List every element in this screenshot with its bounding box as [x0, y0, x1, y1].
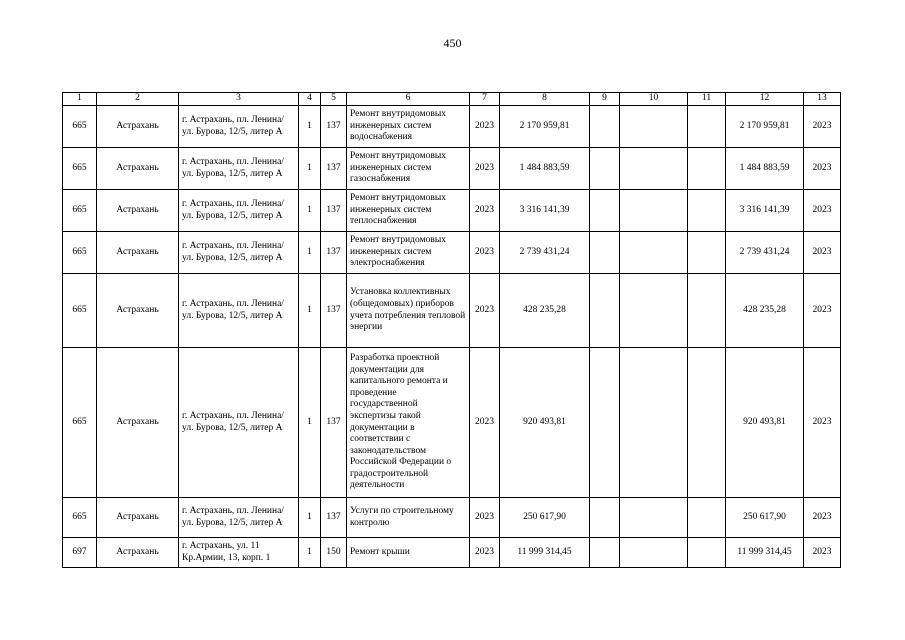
cell-year: 2023: [470, 148, 500, 190]
table-row: [63, 148, 841, 190]
cell-address: г. Астрахань, пл. Ленина/ ул. Бурова, 12/5, литер А: [179, 148, 299, 190]
cell-work-type: Ремонт внутридомовых инженерных систем теплоснабжения: [347, 190, 470, 232]
cell-col5: 137: [321, 148, 347, 190]
cell-cost: 2 170 959,81: [500, 106, 590, 148]
table-row: [63, 538, 841, 568]
cell-final-year: 2023: [804, 538, 841, 568]
cell-address: г. Астрахань, пл. Ленина/ ул. Бурова, 12/5, литер А: [179, 498, 299, 538]
cell-year: 2023: [470, 106, 500, 148]
cell-number: 665: [63, 274, 97, 348]
cell-number: 665: [63, 190, 97, 232]
cell-total-cost: 920 493,81: [726, 348, 804, 498]
cell-col5: 137: [321, 274, 347, 348]
cell-total-cost: 2 739 431,24: [726, 232, 804, 274]
cell-col4: 1: [299, 498, 321, 538]
cell-col9: [590, 190, 620, 232]
cell-col11: [688, 106, 726, 148]
cell-col9: [590, 148, 620, 190]
cell-cost: 428 235,28: [500, 274, 590, 348]
cell-col10: [620, 190, 688, 232]
cell-col10: [620, 274, 688, 348]
cell-col4: 1: [299, 232, 321, 274]
header-cell-11: 11: [688, 93, 726, 106]
cell-total-cost: 2 170 959,81: [726, 106, 804, 148]
cell-col9: [590, 498, 620, 538]
cell-col10: [620, 498, 688, 538]
cell-col10: [620, 348, 688, 498]
header-cell-8: 8: [500, 93, 590, 106]
cell-total-cost: 3 316 141,39: [726, 190, 804, 232]
cell-col10: [620, 538, 688, 568]
cell-year: 2023: [470, 498, 500, 538]
cell-city: Астрахань: [97, 538, 179, 568]
cell-col10: [620, 148, 688, 190]
cell-col9: [590, 232, 620, 274]
header-cell-5: 5: [321, 93, 347, 106]
cell-final-year: 2023: [804, 348, 841, 498]
cell-final-year: 2023: [804, 274, 841, 348]
cell-final-year: 2023: [804, 148, 841, 190]
cell-city: Астрахань: [97, 232, 179, 274]
cell-col5: 150: [321, 538, 347, 568]
cell-col11: [688, 190, 726, 232]
cell-col5: 137: [321, 232, 347, 274]
header-cell-2: 2: [97, 93, 179, 106]
cell-city: Астрахань: [97, 274, 179, 348]
table-row: [63, 106, 841, 148]
cell-cost: 11 999 314,45: [500, 538, 590, 568]
cell-col11: [688, 232, 726, 274]
cell-col10: [620, 106, 688, 148]
register-table: [62, 92, 841, 568]
cell-col10: [620, 232, 688, 274]
cell-col11: [688, 348, 726, 498]
cell-col11: [688, 538, 726, 568]
cell-city: Астрахань: [97, 348, 179, 498]
cell-col4: 1: [299, 274, 321, 348]
cell-final-year: 2023: [804, 232, 841, 274]
table-row: [63, 348, 841, 498]
cell-address: г. Астрахань, пл. Ленина/ ул. Бурова, 12/5, литер А: [179, 274, 299, 348]
cell-final-year: 2023: [804, 106, 841, 148]
header-row: [63, 93, 841, 106]
cell-cost: 920 493,81: [500, 348, 590, 498]
cell-city: Астрахань: [97, 106, 179, 148]
cell-year: 2023: [470, 274, 500, 348]
cell-city: Астрахань: [97, 148, 179, 190]
cell-col11: [688, 274, 726, 348]
header-cell-4: 4: [299, 93, 321, 106]
cell-final-year: 2023: [804, 498, 841, 538]
cell-number: 697: [63, 538, 97, 568]
cell-col5: 137: [321, 190, 347, 232]
header-cell-12: 12: [726, 93, 804, 106]
cell-address: г. Астрахань, пл. Ленина/ ул. Бурова, 12/5, литер А: [179, 232, 299, 274]
header-cell-3: 3: [179, 93, 299, 106]
header-cell-6: 6: [347, 93, 470, 106]
cell-work-type: Ремонт внутридомовых инженерных систем водоснабжения: [347, 106, 470, 148]
cell-col9: [590, 106, 620, 148]
cell-number: 665: [63, 148, 97, 190]
cell-col5: 137: [321, 498, 347, 538]
cell-city: Астрахань: [97, 190, 179, 232]
cell-total-cost: 11 999 314,45: [726, 538, 804, 568]
cell-cost: 2 739 431,24: [500, 232, 590, 274]
cell-col4: 1: [299, 538, 321, 568]
cell-number: 665: [63, 498, 97, 538]
header-cell-10: 10: [620, 93, 688, 106]
cell-col9: [590, 274, 620, 348]
cell-year: 2023: [470, 232, 500, 274]
cell-col11: [688, 148, 726, 190]
cell-col9: [590, 538, 620, 568]
cell-total-cost: 250 617,90: [726, 498, 804, 538]
table-row: [63, 190, 841, 232]
cell-col11: [688, 498, 726, 538]
table-row: [63, 498, 841, 538]
cell-col4: 1: [299, 106, 321, 148]
header-cell-7: 7: [470, 93, 500, 106]
cell-address: г. Астрахань, пл. Ленина/ ул. Бурова, 12/5, литер А: [179, 348, 299, 498]
cell-col5: 137: [321, 348, 347, 498]
cell-final-year: 2023: [804, 190, 841, 232]
cell-cost: 250 617,90: [500, 498, 590, 538]
cell-number: 665: [63, 348, 97, 498]
table-row: [63, 232, 841, 274]
cell-year: 2023: [470, 348, 500, 498]
cell-work-type: Ремонт крыши: [347, 538, 470, 568]
header-cell-13: 13: [804, 93, 841, 106]
cell-col9: [590, 348, 620, 498]
cell-year: 2023: [470, 538, 500, 568]
cell-work-type: Установка коллективных (общедомовых) приборов учета потребления тепловой энергии: [347, 274, 470, 348]
cell-col4: 1: [299, 190, 321, 232]
header-cell-1: 1: [63, 93, 97, 106]
cell-total-cost: 1 484 883,59: [726, 148, 804, 190]
header-cell-9: 9: [590, 93, 620, 106]
cell-year: 2023: [470, 190, 500, 232]
cell-cost: 3 316 141,39: [500, 190, 590, 232]
cell-work-type: Ремонт внутридомовых инженерных систем газоснабжения: [347, 148, 470, 190]
cell-col5: 137: [321, 106, 347, 148]
cell-work-type: Услуги по строительному контролю: [347, 498, 470, 538]
cell-cost: 1 484 883,59: [500, 148, 590, 190]
cell-address: г. Астрахань, ул. 11 Кр.Армии, 13, корп. 1: [179, 538, 299, 568]
cell-col4: 1: [299, 348, 321, 498]
page-number: 450: [443, 36, 462, 50]
cell-number: 665: [63, 106, 97, 148]
cell-address: г. Астрахань, пл. Ленина/ ул. Бурова, 12/5, литер А: [179, 190, 299, 232]
cell-city: Астрахань: [97, 498, 179, 538]
cell-work-type: Разработка проектной документации для капитального ремонта и проведение государственной экспертизы такой документации в соответствии с законодательством Российской Федерации о градостроительной деятельности: [347, 348, 470, 498]
table-row: [63, 274, 841, 348]
cell-work-type: Ремонт внутридомовых инженерных систем электроснабжения: [347, 232, 470, 274]
cell-address: г. Астрахань, пл. Ленина/ ул. Бурова, 12/5, литер А: [179, 106, 299, 148]
cell-total-cost: 428 235,28: [726, 274, 804, 348]
cell-number: 665: [63, 232, 97, 274]
cell-col4: 1: [299, 148, 321, 190]
